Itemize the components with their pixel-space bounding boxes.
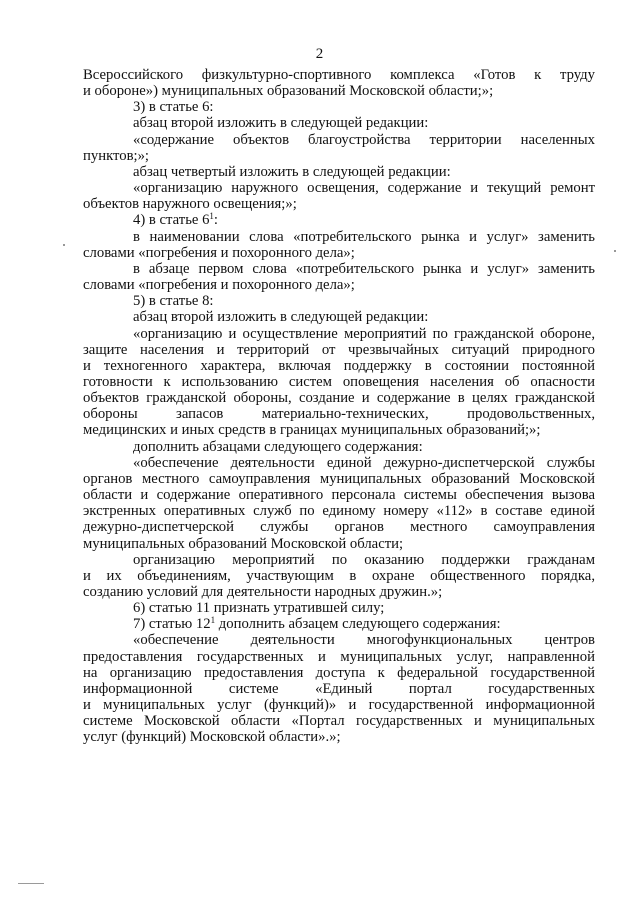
paragraph-line: на организацию предоставления доступа к федеральной государственной: [83, 664, 595, 681]
paragraph-line: в абзаце первом слова «потребительского рынка и услуг» заменить: [133, 260, 595, 277]
paragraph: [83, 164, 595, 180]
paragraph-line: объектов наружного освещения;»;: [83, 196, 297, 213]
paragraph-line: словами «погребения и похоронного дела»;: [83, 277, 355, 294]
paragraph: [83, 180, 595, 212]
paragraph: [83, 552, 595, 600]
paragraph-line: 3) в статье 6:: [133, 99, 214, 116]
paragraph-line: предоставления государственных и муниципальных услуг, направленной: [83, 648, 595, 665]
paragraph-line: готовности к использованию систем оповещения населения об опасности: [83, 373, 595, 390]
paragraph-line: муниципальных образований Московской области;: [83, 535, 404, 552]
scan-artifact-line: [18, 883, 44, 884]
paragraph-line: дополнить абзацами следующего содержания:: [133, 438, 423, 455]
paragraph: [83, 455, 595, 552]
paragraph-line: «содержание объектов благоустройства территории населенных: [133, 131, 595, 148]
paragraph: [83, 67, 595, 99]
paragraph: [83, 132, 595, 164]
paragraph: [83, 293, 595, 309]
paragraph: [83, 632, 595, 745]
page-number: 2: [315, 46, 324, 62]
paragraph-line: и техногенного характера, включая поддержку в состоянии постоянной: [83, 357, 595, 374]
paragraph-line: объектов гражданской обороны, создание и содержание в целях гражданской: [83, 390, 595, 407]
paragraph-line: органов местного самоуправления муниципальных образований Московской: [83, 470, 595, 487]
paragraph-line: и их объединениям, участвующим в охране общественного порядка,: [83, 567, 595, 584]
paragraph-line: 5) в статье 8:: [133, 293, 214, 310]
paragraph-line: «обеспечение деятельности многофункциональных центров: [133, 632, 595, 649]
paragraph: [83, 261, 595, 293]
superscript: 1: [209, 211, 214, 222]
paragraph-line: абзац второй изложить в следующей редакции:: [133, 309, 429, 326]
paragraph-line: медицинских и иных средств в границах муниципальных образований;»;: [83, 422, 541, 439]
scan-speck: [614, 250, 616, 252]
paragraph-line: 7) статью $12^1$ дополнить абзацем следующего содержания:: [133, 615, 501, 633]
paragraph-line: словами «погребения и похоронного дела»;: [83, 244, 355, 261]
paragraph-line: дежурно-диспетчерской службы органов местного самоуправления: [83, 519, 595, 536]
paragraph-line: и обороне») муниципальных образований Московской области;»;: [83, 83, 494, 100]
paragraph-line: услуг (функций) Московской области».»;: [83, 729, 341, 746]
paragraph-line: созданию условий для деятельности народных дружин.»;: [83, 584, 443, 600]
paragraph: [83, 99, 595, 115]
paragraph-line: обороны запасов материально-технических, продовольственных,: [83, 406, 595, 423]
paragraph-line: пунктов;»;: [83, 147, 150, 164]
paragraph-line: области и содержание оперативного персонала системы обеспечения вызова: [83, 487, 595, 504]
paragraph-suffix: :: [213, 212, 219, 229]
paragraph-line: «организацию наружного освещения, содержание и текущий ремонт: [133, 180, 595, 197]
paragraph-suffix: дополнить абзацем следующего содержания:: [215, 616, 501, 633]
paragraph: [83, 212, 595, 228]
paragraph: [83, 115, 595, 131]
paragraph-line: абзац второй изложить в следующей редакции:: [133, 115, 429, 132]
superscript: 1: [210, 615, 216, 626]
paragraph: [83, 309, 595, 325]
paragraph-line: экстренных оперативных служб по единому номеру «112» в составе единой: [83, 503, 595, 520]
scan-speck: [63, 244, 65, 246]
document-body: [83, 67, 595, 746]
paragraph: [83, 600, 595, 616]
paragraph-line: и муниципальных услуг (функций)» и государственной информационной: [83, 697, 595, 714]
paragraph: [83, 326, 595, 439]
paragraph-line: «обеспечение деятельности единой дежурно-диспетчерской службы: [133, 454, 595, 471]
paragraph-line: 6) статью 11 признать утратившей силу;: [133, 600, 385, 617]
paragraph-line: защите населения и территорий от чрезвычайных ситуаций природного: [83, 341, 595, 358]
paragraph-line: в наименовании слова «потребительского рынка и услуг» заменить: [133, 228, 595, 245]
paragraph-line: информационной системе «Единый портал государственных: [83, 680, 595, 697]
paragraph: [83, 616, 595, 632]
paragraph-line: абзац четвертый изложить в следующей редакции:: [133, 163, 451, 180]
paragraph-line: «организацию и осуществление мероприятий по гражданской обороне,: [133, 325, 595, 342]
paragraph-line: Всероссийского физкультурно-спортивного комплекса «Готов к труду: [83, 67, 595, 83]
paragraph: [83, 439, 595, 455]
paragraph-line: системе Московской области «Портал государственных и муниципальных: [83, 713, 595, 730]
paragraph-line: организацию мероприятий по оказанию поддержки гражданам: [133, 551, 595, 568]
paragraph-line: 4) в статье $6^1$:: [133, 211, 219, 229]
paragraph: [83, 229, 595, 261]
